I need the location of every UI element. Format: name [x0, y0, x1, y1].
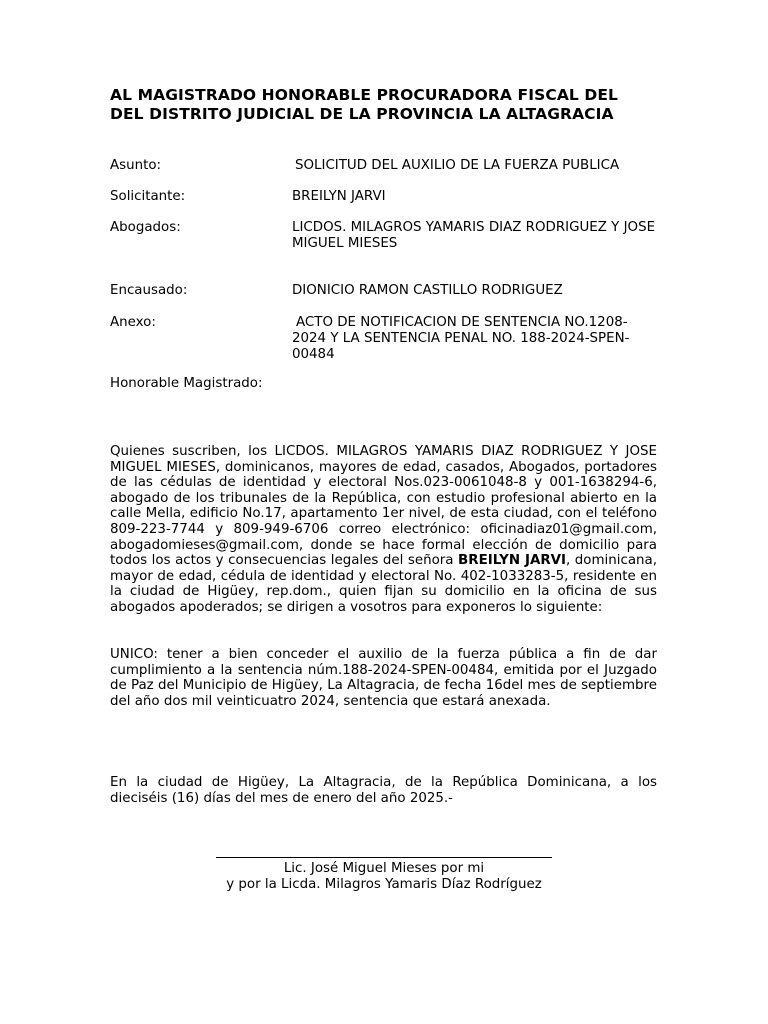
salutation: Honorable Magistrado: — [110, 376, 263, 391]
intro-text-after: , dominicana, mayor de edad, cédula de identidad y electoral No. 402-1033283-5, residente en la ciudad de Higüey, rep.dom., quien fijan su domicilio en la oficina de sus abogados apoderados; se dirigen a vosotros para exponeros lo siguiente: — [110, 553, 657, 615]
document-title — [110, 86, 670, 124]
title-line-1: AL MAGISTRADO HONORABLE PROCURADORA FISCAL DEL — [110, 86, 619, 104]
client-name: BREILYN JARVI — [458, 553, 566, 569]
solicitante-label: Solicitante: — [110, 189, 186, 204]
solicitante-value: BREILYN JARVI — [292, 189, 386, 204]
anexo-value: ACTO DE NOTIFICACION DE SENTENCIA NO.1208-2024 Y LA SENTENCIA PENAL NO. 188-2024-SPEN-00484 — [292, 315, 630, 362]
title-line-2: DEL DISTRITO JUDICIAL DE LA PROVINCIA LA ALTAGRACIA — [110, 105, 614, 123]
document-page — [110, 0, 657, 1024]
asunto-label: Asunto: — [110, 158, 162, 173]
unico-paragraph: UNICO: tener a bien conceder el auxilio de la fuerza pública a fin de dar cumplimiento a la sentencia núm.188-2024-SPEN-00484, emitida por el Juzgado de Paz del Municipio de Higüey, La Altagracia, de fecha 16del mes de septiembre del año dos mil veinticuatro 2024, sentencia que estará anexada. — [110, 647, 657, 709]
intro-paragraph — [110, 444, 657, 616]
closing-paragraph: En la ciudad de Higüey, La Altagracia, de la República Dominicana, a los dieciséis (16) días del mes de enero del año 2025.- — [110, 775, 657, 806]
encausado-value: DIONICIO RAMON CASTILLO RODRIGUEZ — [292, 283, 563, 298]
encausado-label: Encausado: — [110, 283, 188, 298]
signature-line — [216, 857, 552, 858]
intro-text-before: Quienes suscriben, los LICDOS. MILAGROS YAMARIS DIAZ RODRIGUEZ Y JOSE MIGUEL MIESES, dominicanos, mayores de edad, casados, Abogados, portadores de las cédulas de identidad y electoral Nos.023-0061048-8 y 001-1638294-6, abogado de los tribunales de la República, con estudio profesional abierto en la calle Mella, edificio No.17, apartamento 1er nivel, de esta ciudad, con el teléfono 809-223-7744 y 809-949-6706 correo electrónico: oficinadiaz01@gmail.com, abogadomieses@gmail.com, donde se hace formal elección de domicilio para todos los actos y consecuencias legales del señora — [110, 444, 657, 569]
asunto-value: SOLICITUD DEL AUXILIO DE LA FUERZA PUBLICA — [295, 158, 620, 173]
abogados-label: Abogados: — [110, 220, 181, 235]
anexo-label: Anexo: — [110, 315, 156, 330]
signature-line-1: Lic. José Miguel Mieses por mi — [283, 861, 485, 876]
abogados-value: LICDOS. MILAGROS YAMARIS DIAZ RODRIGUEZ Y JOSE MIGUEL MIESES — [292, 220, 656, 251]
signature-block — [190, 861, 578, 893]
signature-line-2: y por la Licda. Milagros Yamaris Díaz Rodríguez — [226, 877, 542, 892]
